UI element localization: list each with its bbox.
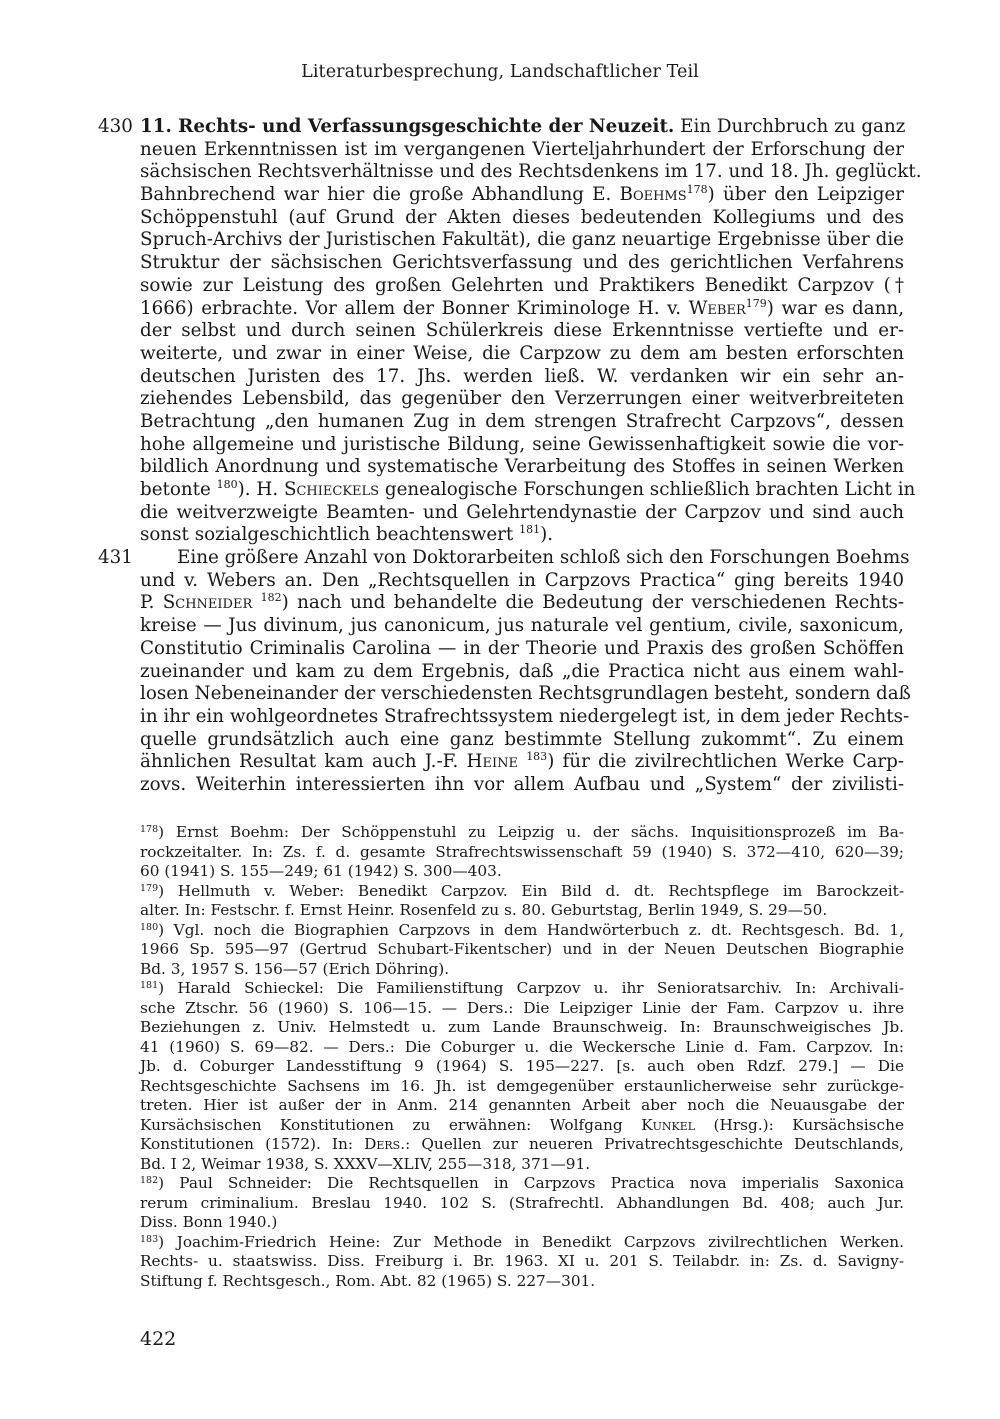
text-run: sächsischen Rechtsverhältnisse und des Rechtsdenkens im 17. und 18. Jh. geglückt. (140, 161, 922, 183)
footnote-number-paren: ) (158, 1174, 180, 1192)
footnote-number-paren: ) (158, 881, 178, 900)
text-run: (Hrsg.): Kursächsische (695, 1115, 904, 1134)
text-run: zovs. Weiterhin interessierten ihn vor allem Aufbau und „System“ der zivilisti- (140, 773, 904, 795)
footnote-line (140, 1018, 904, 1038)
text-run: Bd. I 2, Weimar 1938, S. XXXV—XLIV, 255—318, 371—91. (140, 1154, 591, 1173)
footnote-line (140, 823, 904, 843)
text-run: Schneider (162, 592, 253, 614)
footnote-reference: 183 (526, 750, 548, 764)
text-line (140, 184, 904, 207)
text-run: Spruch-Archivs der Juristischen Fakultät), die ganz neuartige Ergebnisse über die (140, 229, 904, 251)
text-run: Schieckels (283, 479, 380, 500)
text-run: ziehendes Lebensbild, das gegenüber den Verzerrungen einer weitverbreiteten (140, 388, 904, 410)
text-run: Joachim-Friedrich Heine: Zur Methode in Benedikt Carpzovs zivilrechtlichen Werken. (176, 1232, 904, 1251)
text-line (140, 434, 904, 457)
text-line (140, 343, 904, 366)
text-run: Stiftung f. Rechtsgesch., Rom. Abt. 82 (1965) S. 227—301. (140, 1271, 596, 1290)
text-run: Ders. (364, 1135, 406, 1153)
text-run: Weber (688, 297, 746, 319)
text-run: Ein Durchbruch zu ganz (674, 116, 906, 137)
text-run: rerum criminalium. Breslau 1940. 102 S. (Strafrechtl. Abhandlungen Bd. 408; auch Jur. (140, 1193, 904, 1212)
text-line (140, 275, 904, 298)
text-run: Kursächsischen Konstitutionen zu erwähnen: Wolfgang (140, 1115, 642, 1134)
text-run: Diss. Bonn 1940.) (140, 1213, 278, 1231)
text-line (140, 478, 916, 502)
text-run: 1966 Sp. 595—97 (Gertrud Schubart-Fikentscher) und in der Neuen Deutschen Biographie (140, 940, 904, 958)
footnote-line (140, 901, 904, 921)
footnote-number: 182 (140, 1175, 159, 1186)
text-run: Vgl. noch die Biographien Carpzovs in dem Handwörterbuch z. dt. Rechtsgesch. Bd. 1, (173, 920, 904, 939)
text-run: 1666) erbrachte. Vor allem der Bonner Kriminologe H. v. (140, 297, 689, 319)
text-line (140, 161, 922, 184)
footnote-number-paren: ) (158, 979, 178, 997)
footnote-line (140, 979, 904, 999)
text-run: Betrachtung „den humanen Zug in dem strengen Strafrecht Carpzovs“, dessen (140, 410, 904, 432)
text-line (140, 661, 904, 684)
text-line (140, 411, 904, 434)
text-run: P. (140, 592, 163, 614)
text-run: bildlich Anordnung und systematische Verarbeitung des Stoffes in seinen Werken (140, 456, 904, 478)
text-run: kreise — Jus divinum, jus canonicum, jus naturale vel gentium, civile, saxonicum, (140, 615, 904, 637)
text-run: hohe allgemeine und juristische Bildung, seine Gewissenhaftigkeit sowie die vor- (140, 433, 904, 455)
text-run (252, 592, 260, 613)
footnote-line (140, 1194, 904, 1214)
text-run: weiterte, und zwar in einer Weise, die Carpzow zu dem am besten erforschten (140, 342, 904, 364)
footnote-reference: 181 (519, 523, 541, 537)
text-line (140, 524, 904, 547)
text-run: 60 (1941) S. 155—249; 61 (1942) S. 300—403. (140, 862, 502, 880)
footnotes (140, 823, 904, 1291)
text-run: neuen Erkenntnissen ist im vergangenen Vierteljahrhundert der Erforschung der (140, 138, 904, 160)
text-line (140, 298, 904, 321)
footnote-line (140, 960, 904, 980)
text-line (140, 705, 910, 729)
text-run: zueinander und kam zu dem Ergebnis, daß „die Practica nicht aus einem wahl- (140, 660, 904, 682)
footnote-line (140, 1213, 904, 1233)
text-line (140, 638, 904, 661)
footnote-line (140, 1135, 904, 1155)
text-run: ) über den Leipziger (707, 184, 904, 206)
text-line (140, 456, 904, 479)
footnote-reference: 180 (216, 478, 238, 491)
text-run: Constitutio Criminalis Carolina — in der Theorie und Praxis des großen Schöffen (140, 637, 904, 659)
text-run: Jb. d. Coburger Landesstiftung 9 (1964) S. 195—227. [s. auch oben Rdzf. 279.] — Die (140, 1057, 904, 1075)
footnote-reference: 182 (260, 591, 282, 605)
text-line (140, 388, 904, 411)
footnote-line (140, 1057, 904, 1077)
text-run: 11. Rechts- und Verfassungsgeschichte der Neuzeit. (140, 116, 675, 137)
text-run: Beziehungen z. Univ. Helmstedt u. zum Lande Braunschweig. In: Braunschweigisches Jb. (140, 1018, 904, 1036)
text-run: Rechtsgeschichte Sachsens im 16. Jh. ist demgegenüber erstaunlicherweise sehr zurückge- (140, 1076, 904, 1095)
text-line (140, 729, 904, 752)
text-run: Eine größere Anzahl von Doktorarbeiten schloß sich den Forschungen Boehms (177, 547, 910, 569)
text-run: genealogische Forschungen schließlich brachten Licht in (379, 479, 916, 500)
text-run: Boehms (619, 184, 687, 206)
text-run: die weitverzweigte Beamten- und Gelehrtendynastie der Carpzov und sind auch (140, 501, 904, 523)
text-run: sowie zur Leistung des großen Gelehrten und Praktikers Benedikt Carpzov († (140, 274, 904, 296)
text-line (140, 592, 904, 615)
footnote-number: 179 (140, 882, 159, 894)
text-run: alter. In: Festschr. f. Ernst Heinr. Rosenfeld zu s. 80. Geburtstag, Berlin 1949, S. 29—50. (140, 901, 828, 919)
text-line (140, 570, 904, 593)
text-run: ähnlichen Resultat kam auch J.-F. (140, 751, 467, 773)
footnote-number: 183 (140, 1233, 159, 1245)
text-line (140, 683, 911, 706)
paragraph-number-431: 431 (98, 547, 133, 568)
text-run: ) war es dann, (766, 297, 905, 319)
text-run: Ernst Boehm: Der Schöppenstuhl zu Leipzig u. der sächs. Inquisitionsprozeß im Ba- (175, 823, 904, 841)
body-text (140, 116, 922, 797)
text-run: Paul Schneider: Die Rechtsquellen in Carpzovs Practica nova imperialis Saxonica (179, 1174, 904, 1192)
footnote-line (140, 921, 904, 941)
footnote-line (140, 1252, 904, 1272)
footnote-line (140, 1272, 904, 1292)
text-run: Rechts- u. staatswiss. Diss. Freiburg i. Br. 1963. XI u. 201 S. Teilabdr. in: Zs. d. Savigny- (140, 1252, 904, 1270)
footnote-line (140, 862, 904, 882)
footnote-reference: 179 (745, 296, 767, 310)
footnote-number: 180 (140, 921, 159, 933)
text-line (140, 774, 904, 797)
text-line (140, 116, 904, 139)
footnote-line (140, 1077, 904, 1097)
text-run: 41 (1960) S. 69—82. — Ders.: Die Coburger u. die Weckersche Linie d. Fam. Carpzov. In: (140, 1037, 904, 1056)
text-run: quelle grundsätzlich auch eine ganz bestimmte Stellung zukommt“. Zu einem (140, 728, 904, 750)
footnote-line (140, 1116, 904, 1136)
text-line (140, 139, 904, 162)
text-run: sonst sozialgeschichtlich beachtenswert (140, 524, 520, 546)
footnote-line (140, 1096, 904, 1116)
footnote-line (140, 940, 904, 960)
footnote-line (140, 1155, 904, 1175)
text-run (518, 751, 526, 772)
text-line (140, 615, 904, 638)
footnote-line (140, 1174, 904, 1194)
text-line (140, 252, 904, 275)
text-run: betonte (140, 479, 217, 500)
text-run: ). (540, 524, 554, 546)
text-run: Bd. 3, 1957 S. 156—57 (Erich Döhring). (140, 959, 450, 978)
text-line (140, 229, 904, 252)
text-run: Bahnbrechend war hier die große Abhandlung E. (140, 184, 620, 206)
text-run: und v. Webers an. Den „Rechtsquellen in Carpzovs Practica“ ging bereits 1940 (140, 569, 904, 591)
text-run: Hellmuth v. Weber: Benedikt Carpzov. Ein Bild d. dt. Rechtspflege im Barockzeit- (177, 881, 904, 900)
footnote-number-paren: ) (158, 920, 174, 939)
text-run: Struktur der sächsischen Gerichtsverfassung und des gerichtlichen Verfahrens (140, 252, 904, 274)
footnote-line (140, 882, 904, 902)
text-line (140, 320, 904, 343)
footnote-number-paren: ) (158, 1232, 177, 1251)
footnote-line (140, 1233, 904, 1253)
text-run: sche Ztschr. 56 (1960) S. 106—15. — Ders.: Die Leipziger Linie der Fam. Carpzov u. ihre (140, 998, 904, 1017)
footnote-line (140, 999, 904, 1019)
footnote-line (140, 843, 904, 863)
text-line (140, 366, 904, 389)
text-run: losen Nebeneinander der verschiedensten Rechtsgrundlagen besteht, sondern daß (140, 683, 911, 705)
text-run: Kunkel (641, 1115, 696, 1134)
footnote-number: 181 (140, 980, 159, 991)
text-run: ) für die zivilrechtlichen Werke Carp- (547, 751, 904, 773)
text-line (140, 207, 904, 230)
text-line (140, 502, 904, 525)
text-run: Konstitutionen (1572). In: (140, 1135, 365, 1153)
text-run: Schöppenstuhl (auf Grund der Akten dieses bedeutenden Kollegiums und des (140, 206, 904, 228)
text-run: deutschen Juristen des 17. Jhs. werden ließ. W. verdanken wir ein sehr an- (140, 365, 904, 387)
paragraph-number-430: 430 (98, 116, 133, 137)
footnote-number-paren: ) (158, 823, 176, 841)
text-run: treten. Hier ist außer der in Anm. 214 genannten Arbeit aber noch die Neuausgabe der (140, 1096, 904, 1114)
page-number: 422 (140, 1328, 177, 1350)
text-line (140, 751, 904, 774)
footnote-number: 178 (140, 824, 159, 835)
text-run: ) nach und behandelte die Bedeutung der verschiedenen Rechts- (281, 592, 904, 614)
text-run: Harald Schieckel: Die Familienstiftung Carpzov u. ihr Senioratsarchiv. In: Archivali- (177, 979, 904, 997)
text-run: rockzeitalter. In: Zs. f. d. gesamte Strafrechtswissenschaft 59 (1940) S. 372—410, 620—39; (140, 842, 904, 861)
text-run: der selbst und durch seinen Schülerkreis diese Erkenntnisse vertiefte und er- (140, 320, 904, 342)
text-run: ). H. (237, 479, 284, 500)
footnote-line (140, 1038, 904, 1058)
text-run: : Quellen zur neueren Privatrechtsgeschichte Deutschlands, (405, 1135, 904, 1153)
running-header: Literaturbesprechung, Landschaftlicher Teil (301, 62, 699, 82)
footnote-reference: 178 (686, 183, 708, 197)
text-line (140, 547, 910, 570)
text-run: Heine (466, 751, 518, 773)
text-run: in ihr ein wohlgeordnetes Strafrechtssystem niedergelegt ist, in dem jeder Rechts- (140, 705, 910, 727)
